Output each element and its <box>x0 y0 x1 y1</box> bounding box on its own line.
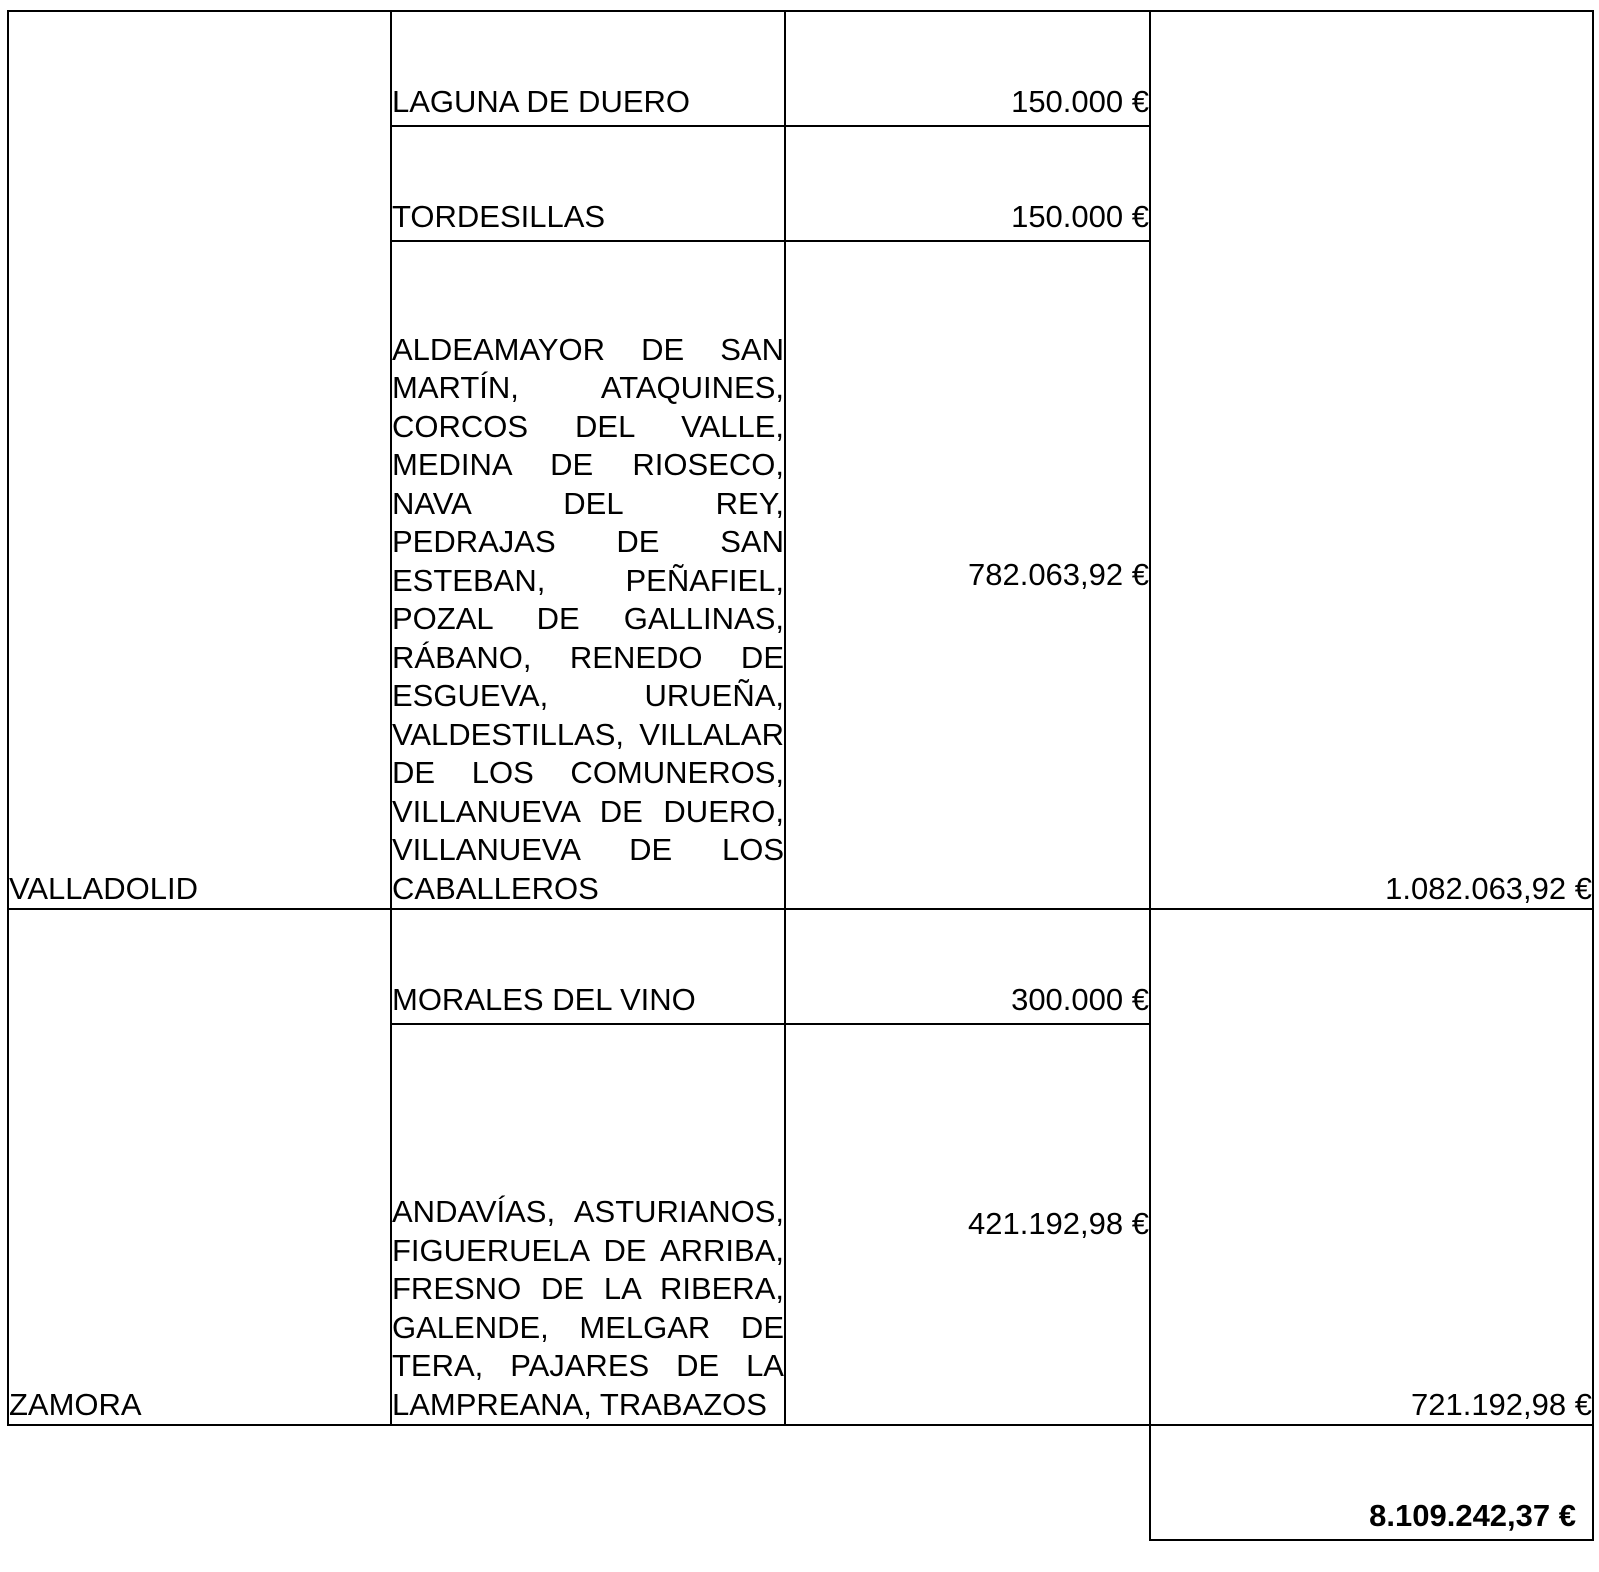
table-row <box>8 11 1593 126</box>
municipality-cell <box>391 126 785 241</box>
province-total-cell <box>1150 11 1593 909</box>
province-total-value: 1.082.063,92 € <box>1385 870 1592 906</box>
municipality-list-cell <box>391 241 785 909</box>
province-total-value: 721.192,98 € <box>1410 1386 1592 1422</box>
municipality-name: LAGUNA DE DUERO <box>392 83 691 119</box>
amount-cell <box>785 909 1150 1024</box>
amount-value: 150.000 € <box>1011 198 1149 234</box>
municipality-cell <box>391 909 785 1024</box>
amount-value: 782.063,92 € <box>967 556 1149 592</box>
municipality-cell <box>391 11 785 126</box>
province-name: VALLADOLID <box>9 870 198 906</box>
province-name: ZAMORA <box>9 1386 142 1422</box>
amount-cell <box>785 126 1150 241</box>
municipality-list: ALDEAMAYOR DE SAN MARTÍN, ATAQUINES, CORCOS DEL VALLE, MEDINA DE RIOSECO, NAVA DEL REY, PEDRAJAS DE SAN ESTEBAN, PEÑAFIEL, POZAL DE GALLINAS, RÁBANO, RENEDO DE ESGUEVA, URUEÑA, VALDESTILLAS, VILLALAR DE LOS COMUNEROS, VILLANUEVA DE DUERO, VILLANUEVA DE LOS CABALLEROS <box>392 331 784 906</box>
amount-cell <box>785 11 1150 126</box>
amount-value: 300.000 € <box>1011 981 1149 1017</box>
amount-cell <box>785 1024 1150 1425</box>
grand-total-value: 8.109.242,37 € <box>1369 1497 1576 1533</box>
province-cell <box>8 11 391 909</box>
municipality-list: ANDAVÍAS, ASTURIANOS, FIGUERUELA DE ARRIBA, FRESNO DE LA RIBERA, GALENDE, MELGAR DE TERA, PAJARES DE LA LAMPREANA, TRABAZOS <box>392 1194 784 1422</box>
province-cell <box>8 909 391 1425</box>
amount-value: 421.192,98 € <box>967 1206 1149 1242</box>
table-row <box>8 909 1593 1024</box>
amount-value: 150.000 € <box>1011 83 1149 119</box>
municipality-name: MORALES DEL VINO <box>392 981 696 1017</box>
amount-cell <box>785 241 1150 909</box>
municipality-name: TORDESILLAS <box>392 198 606 234</box>
empty-cell <box>8 1425 1150 1540</box>
grand-total-cell <box>1150 1425 1593 1540</box>
province-total-cell <box>1150 909 1593 1425</box>
budget-table <box>7 10 1594 1541</box>
grand-total-row <box>8 1425 1593 1540</box>
municipality-list-cell <box>391 1024 785 1425</box>
